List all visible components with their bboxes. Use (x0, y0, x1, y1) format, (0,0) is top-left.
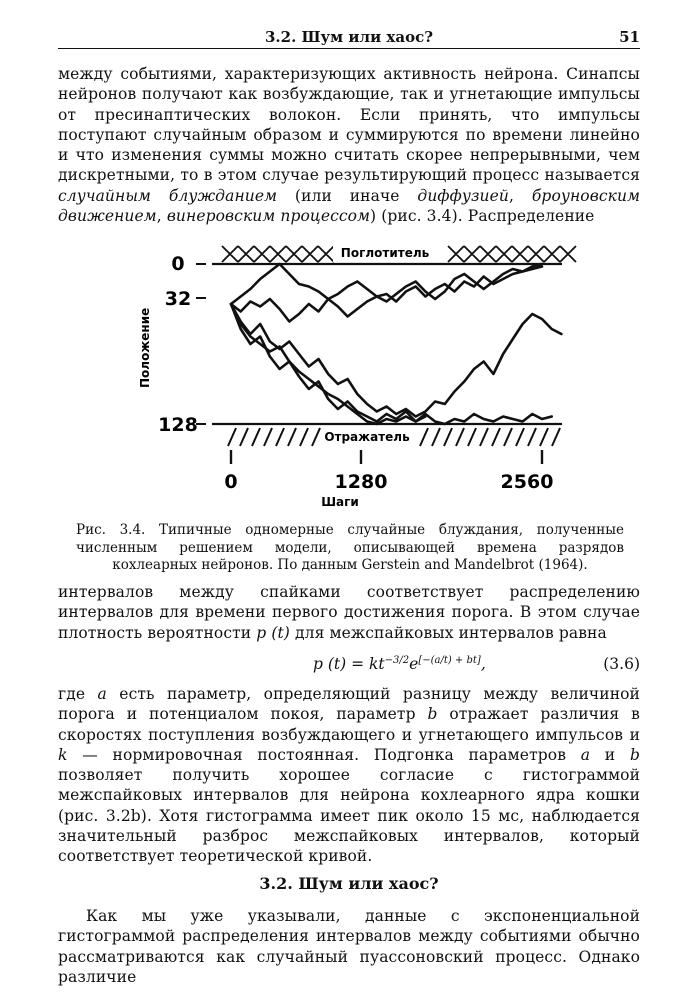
paragraph-3-text-e: и (590, 745, 630, 764)
symbol-p-of-t: p (t) (256, 623, 290, 642)
walk-series-group (231, 264, 561, 424)
paragraph-1 (58, 64, 640, 226)
paragraph-1-text-a: между событиями, характеризующих активность нейрона. Синапсы нейронов получают как возбуждающие, так и угнетающие импульсы от пресинаптических волокон. Если принять, что импульсы поступают случайным образом и суммируются по времени линейно и что изменения суммы можно считать скорее непрерывными, чем дискретными, то в этом случае результирующий процесс называется (58, 65, 640, 185)
figure-caption: Рис. 3.4. Типичные одномерные случайные блуждания, полученные численным решением модели, описывающей времена разрядов кохлеарных нейронов. По данным Gerstein and Mandelbrot (1964). (76, 522, 624, 573)
equation-exponent-1: −3/2 (384, 655, 410, 666)
running-head-title: 3.2. Шум или хаос? (264, 28, 434, 46)
paragraph-2-text-a: интервалов между спайками соответствует распределению интервалов для времени первого достижения порога. В этом случае плотность вероятности (58, 583, 640, 642)
paragraph-3-text-f: позволяет получить хорошее согласие с гистограммой межспайковых интервалов для нейрона кохлеарного ядра кошки (рис. 3.2b). Хотя гистограмма имеет пик около 15 мс, наблюдается значительный разброс межспайковых интервалов, который соответствует теоретической кривой. (58, 766, 640, 866)
symbol-k: k (58, 745, 68, 764)
equation-exponent-2: [−(a/t) + bt] (418, 655, 481, 666)
equation-body (313, 655, 486, 673)
series-line-walk-3 (231, 304, 561, 417)
symbol-a: a (580, 745, 591, 764)
x-tick-label: 1280 (334, 471, 388, 493)
random-walk-chart (130, 238, 590, 510)
x-tick-label: 0 (224, 471, 238, 493)
paragraph-1-text-e: ) (рис. 3.4). Распределение (370, 207, 595, 226)
term-random-walk: случайным блужданием (58, 186, 278, 205)
paragraph-2-text-b: для межспайковых интервалов равна (289, 623, 607, 642)
running-head (58, 26, 640, 49)
equation-number: (3.6) (603, 655, 640, 673)
paragraph-2 (58, 582, 640, 643)
symbol-b: b (629, 745, 640, 764)
paragraph-4: Как мы уже указывали, данные с экспоненциальной гистограммой распределения интервалов между событиями обычно рассматриваются как случайный пуассоновский процесс. Однако различие (58, 907, 640, 986)
equation-lhs: p (t) = kt (313, 655, 385, 674)
y-axis-label: Положение (138, 307, 152, 388)
series-line-walk-2 (231, 267, 542, 322)
term-diffusion: диффузией (417, 186, 509, 205)
x-axis-label: Шаги (321, 495, 359, 509)
paragraph-1-text-b: (или иначе (277, 186, 418, 205)
series-line-walk-4 (231, 304, 552, 424)
y-axis (158, 253, 206, 436)
term-wiener-process: винеровским процессом (166, 207, 371, 226)
y-tick-label: 0 (171, 253, 185, 275)
section-heading: 3.2. Шум или хаос? (259, 874, 439, 893)
series-line-walk-5 (231, 304, 425, 422)
paragraph-1-text-c: , (508, 186, 532, 205)
paragraph-3-text-a: где (58, 685, 98, 703)
absorber-hatch-marks (448, 246, 576, 262)
paragraph-3-text-d: — нормировочная постоянная. Подгонка параметров (67, 745, 581, 764)
term-brownian-motion: броуновским движением (58, 186, 641, 226)
y-tick-label: 32 (164, 288, 192, 310)
paragraph-1-text-d: , (156, 207, 167, 226)
equation-tail: , (480, 655, 486, 674)
x-axis (224, 450, 553, 509)
symbol-b: b (427, 705, 438, 724)
paragraph-3-text-b: есть параметр, определяющий разницу между величиной порога и потенциалом покоя, параметр (58, 685, 640, 724)
equation-exp-base: e (409, 655, 419, 674)
reflector-label: Отражатель (324, 430, 410, 444)
x-tick-label: 2560 (500, 471, 554, 493)
paragraph-3 (58, 684, 640, 867)
equation-3-6 (58, 655, 640, 679)
paragraph-3-text-c: отражает различия в скоростях поступления возбуждающего и угнетающего импульсов и (58, 705, 640, 744)
y-tick-label: 128 (158, 414, 198, 436)
absorber-label: Поглотитель (340, 246, 430, 260)
figure-random-walks (130, 238, 590, 510)
page-number: 51 (619, 28, 640, 46)
absorber-hatch-marks (222, 246, 334, 262)
symbol-a: a (97, 685, 107, 703)
